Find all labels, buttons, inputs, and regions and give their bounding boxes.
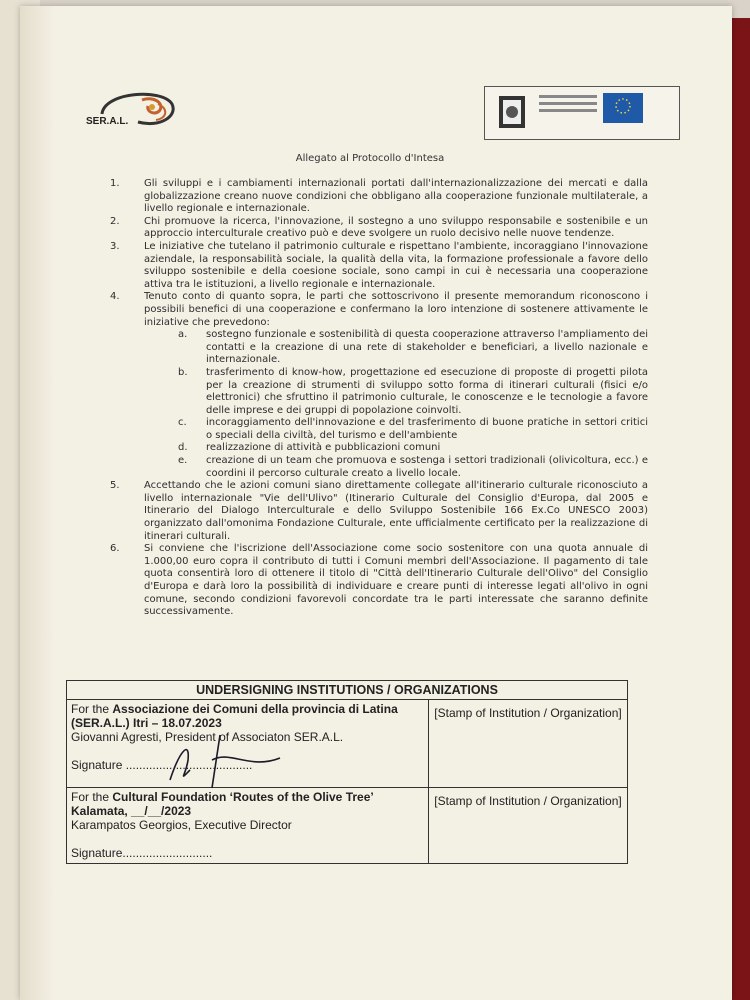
signature-table [66,680,628,864]
sub-list-item: a. sostegno funzionale e sostenibilità di questa cooperazione attraverso l'ampliamento dei contatti e la creazione di una rete di stakeholder e beneficiari, a livello nazionale e internazionale. [178,329,648,366]
council-of-europe-logo-panel [484,86,680,140]
signatory-org: Cultural Foundation ‘Routes of the Olive Tree’ [112,790,374,804]
signatory-place-date: Kalamata, __/__/2023 [71,804,192,818]
memorandum-body [88,178,648,619]
seral-logo [72,82,182,146]
document-title: Allegato al Protocollo d'Intesa [295,153,445,164]
sub-list-item: d. realizzazione di attività e pubblicazioni comuni [178,442,441,454]
list-item: 3. Le iniziative che tutelano il patrimonio culturale e rispettano l'ambiente, incoraggiano l'innovazione aziendale, la responsabilità sociale, la qualità della vita, la formazione professionale a favore dello sviluppo sostenibile e della coesione sociale, sono campi in cui è necessaria una cooperazione attiva tra le istituzioni, a livello regionale e internazionale. [110,240,648,290]
signature-line: Signature........................... [71,846,213,860]
sub-list-item: e. creazione di un team che promuova e sostenga i settori tradizionali (olivicoltura, ecc.) e coordini il percorso culturale creato a livello locale. [178,455,648,479]
list-item: 1. Gli sviluppi e i cambiamenti internazionali portati dall'internazionalizzazione dei mercati e dalla globalizzazione creano nuove condizioni che obbligano alla cooperazione funzionale multilaterale, a livello regionale e internazionale. [110,178,648,215]
stamp-placeholder: [Stamp of Institution / Organization] [429,700,628,788]
signature-table-header: UNDERSIGNING INSTITUTIONS / ORGANIZATIONS [67,681,628,700]
signatory-org: Associazione dei Comuni della provincia di Latina (SER.A.L.) [71,702,398,730]
signatory-person: Karampatos Georgios, Executive Director [71,818,292,832]
list-item: 2. Chi promuove la ricerca, l'innovazione, il sostegno a uno sviluppo responsabile e sostenibile e un approccio interculturale creativo può e deve svolgere un ruolo decisivo nelle nuove tendenze. [110,215,648,240]
signature-line: Signature ...................................... [71,758,253,772]
handwritten-signature [160,730,310,790]
page-fold-shadow [20,6,54,1000]
sub-list-item: b. trasferimento di know-how, progettazione ed esecuzione di proposte di progetti pilota per la creazione di strumenti di sviluppo sotto forma di itinerari culturali (fisici e/o elettronici) che sfruttino il patrimonio culturale, le conoscenze e le tecnologie a favore delle imprese e dei gruppi di popolazione coinvolti. [178,366,648,416]
stamp-placeholder: [Stamp of Institution / Organization] [429,788,628,864]
signatory-place-date: Itri – 18.07.2023 [129,716,222,730]
seral-logo-text: SER.A.L. [86,116,129,127]
list-item: 5. Accettando che le azioni comuni siano direttamente collegate all'itinerario culturale riconosciuto a livello internazionale "Vie dell'Ulivo" (Itinerario Culturale del Consiglio d'Europa, dal 2005 e Itinerario del Dialogo Interculturale e dello Sviluppo Sostenibile 166 Ex.Co UNESCO 2003) organizzato dall'omonima Fondazione Culturale, ente ufficialmente certificato per la realizzazione di itinerari culturali. [110,480,648,542]
list-item: 6. Si conviene che l'iscrizione dell'Associazione come socio sostenitore con una quota annuale di 1.000,00 euro copra il contributo di tutti i Comuni membri dell'Associazione. Il pagamento di tale quota consentirà loro di ottenere il titolo di "Città dell'Itinerario Culturale dell'Olivo" del Consiglio d'Europa e darà loro la possibilità di individuare e creare punti di interesse legati all'olivo in ogni comune, secondo condizioni favorevoli concordate tra le parti interessate che saranno definite successivamente. [110,543,648,618]
signatory-olive-foundation: For the Cultural Foundation ‘Routes of the Olive Tree’ Kalamata, __/__/2023 Karampatos Georgios, Executive Director Signature........................... [67,788,429,864]
eu-flag-icon [603,93,643,123]
list-item: 4. Tenuto conto di quanto sopra, le parti che sottoscrivono il presente memorandum riconoscono i possibili benefici di una cooperazione e confermano la loro intenzione di sostenere attivamente le iniziative che prevedono: [110,291,648,328]
signatory-seral: For the Associazione dei Comuni della provincia di Latina (SER.A.L.) Itri – 18.07.2023 Giovanni Agresti, President of Associaton SER.A.L. Signature ...................................... [67,700,429,788]
sub-list-item: c. incoraggiamento dell'innovazione e del trasferimento di buone pratiche in settori critici o speciali della civiltà, del turismo e dell'ambiente [178,417,648,441]
logo-caption-lines [539,95,597,125]
signatory-person: Giovanni Agresti, President of Associaton SER.A.L. [71,730,344,744]
